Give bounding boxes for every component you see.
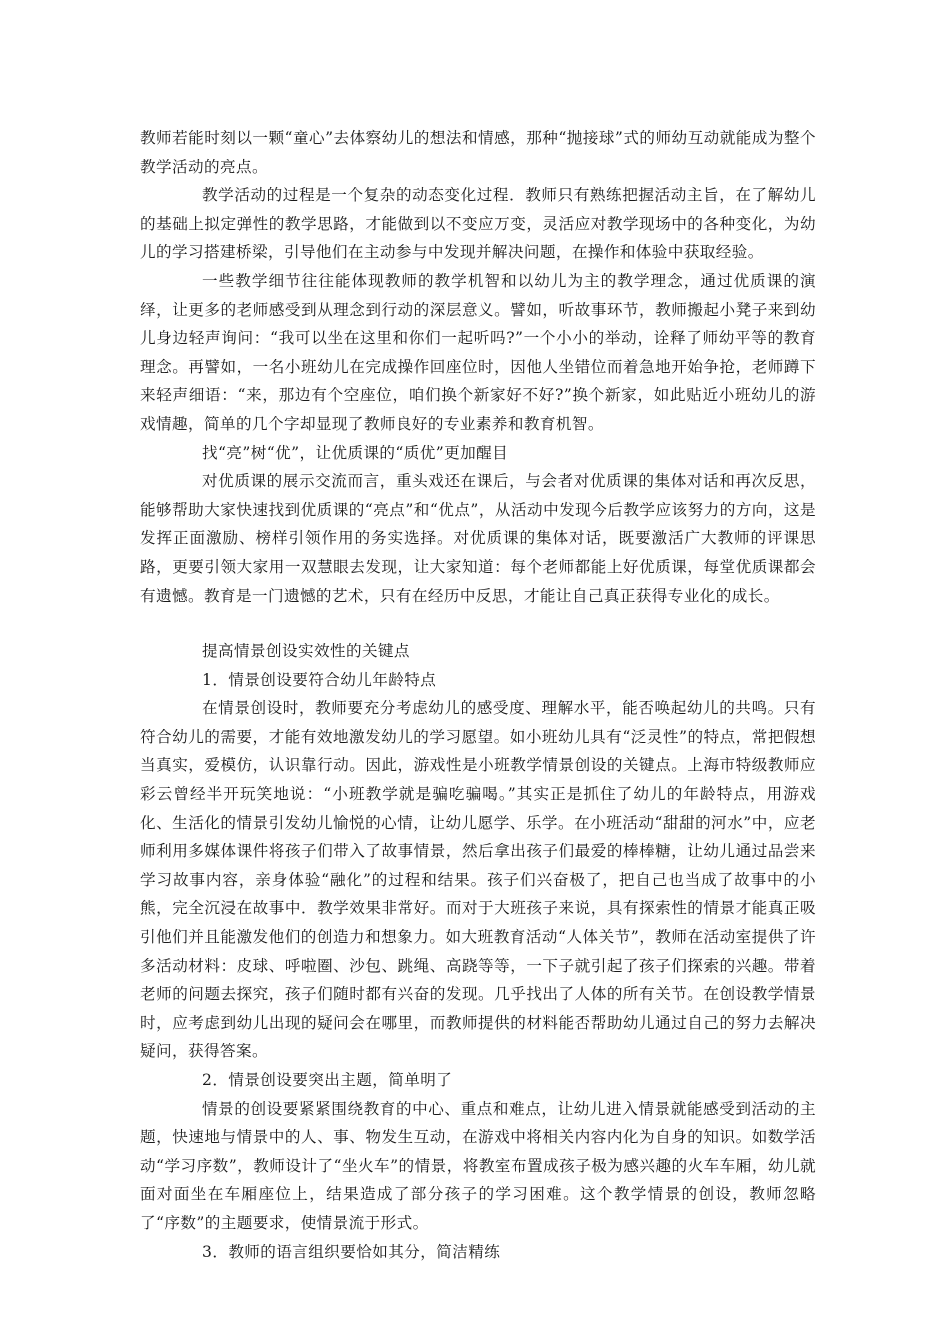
paragraph-gap (140, 610, 816, 637)
article-title: 提高情景创设实效性的关键点 (202, 642, 410, 661)
section-scenario-keypoints (140, 637, 816, 1266)
document-page (140, 124, 816, 1266)
body-paragraph: 在情景创设时，教师要充分考虑幼儿的感受度、理解水平，能否唤起幼儿的共鸣。只有符合幼儿的需要，才能有效地激发幼儿的学习愿望。如小班幼儿具有“泛灵性”的特点，常把假想当真实，爱模仿，认识靠行动。因此，游戏性是小班教学情景创设的关键点。上海市特级教师应彩云曾经半开玩笑地说：“小班教学就是骗吃骗喝。”其实正是抓住了幼儿的年龄特点，用游戏化、生活化的情景引发幼儿愉悦的心情，让幼儿愿学、乐学。在小班活动“甜甜的河水”中，应老师利用多媒体课件将孩子们带入了故事情景，然后拿出孩子们最爱的棒棒糖，让幼儿通过品尝来学习故事内容，亲身体验“融化”的过程和结果。孩子们兴奋极了，把自己也当成了故事中的小熊，完全沉浸在故事中．教学效果非常好。而对于大班孩子来说，具有探索性的情景才能真正吸引他们并且能激发他们的创造力和想象力。如大班教育活动“人体关节”，教师在活动室提供了许多活动材料：皮球、呼啦圈、沙包、跳绳、高跷等等，一下子就引起了孩子们探索的兴趣。带着老师的问题去探究，孩子们随时都有兴奋的发现。几乎找出了人体的所有关节。在创设教学情景时，应考虑到幼儿出现的疑问会在哪里，而教师提供的材料能否帮助幼儿通过自己的努力去解决疑问，获得答案。 (140, 699, 816, 1061)
body-paragraph: 教师若能时刻以一颗“童心”去体察幼儿的想法和情感，那种“抛接球”式的师幼互动就能成为整个教学活动的亮点。 (140, 129, 816, 176)
body-paragraph: 一些教学细节往往能体现教师的教学机智和以幼儿为主的教学理念，通过优质课的演绎，让更多的老师感受到从理念到行动的深层意义。譬如，听故事环节，教师搬起小凳子来到幼儿身边轻声询问：“我可以坐在这里和你们一起听吗?”一个小小的举动，诠释了师幼平等的教育理念。再譬如，一名小班幼儿在完成操作回座位时，因他人坐错位而着急地开始争抢，老师蹲下来轻声细语：“来，那边有个空座位，咱们换个新家好不好?”换个新家，如此贴近小班幼儿的游戏情趣，简单的几个字却显现了教师良好的专业素养和教育机智。 (140, 271, 816, 433)
section-quality-lessons (140, 124, 816, 610)
numbered-heading: 3．教师的语言组织要恰如其分，简洁精练 (202, 1242, 501, 1261)
body-paragraph: 对优质课的展示交流而言，重头戏还在课后，与会者对优质课的集体对话和再次反思，能够帮助大家快速找到优质课的“亮点”和“优点”，从活动中发现今后教学应该努力的方向，这是发挥正面激励、榜样引领作用的务实选择。对优质课的集体对话，既要激活广大教师的评课思路，更要引领大家用一双慧眼去发现，让大家知道：每个老师都能上好优质课，每堂优质课都会有遗憾。教育是一门遗憾的艺术，只有在经历中反思，才能让自己真正获得专业化的成长。 (140, 472, 816, 605)
body-paragraph: 教学活动的过程是一个复杂的动态变化过程．教师只有熟练把握活动主旨，在了解幼儿的基础上拟定弹性的教学思路，才能做到以不变应万变，灵活应对教学现场中的各种变化，为幼儿的学习搭建桥梁，引导他们在主动参与中发现并解决问题，在操作和体验中获取经验。 (140, 186, 816, 262)
section-heading: 找“亮”树“优”，让优质课的“质优”更加醒目 (202, 443, 509, 462)
body-paragraph: 情景的创设要紧紧围绕教育的中心、重点和难点，让幼儿进入情景就能感受到活动的主题，快速地与情景中的人、事、物发生互动，在游戏中将相关内容内化为自身的知识。如数学活动“学习序数”，教师设计了“坐火车”的情景，将教室布置成孩子极为感兴趣的火车车厢，幼儿就面对面坐在车厢座位上，结果造成了部分孩子的学习困难。这个教学情景的创设，教师忽略了“序数”的主题要求，使情景流于形式。 (140, 1099, 816, 1232)
numbered-heading: 1．情景创设要符合幼儿年龄特点 (202, 670, 437, 689)
numbered-heading: 2．情景创设要突出主题，简单明了 (202, 1071, 453, 1089)
